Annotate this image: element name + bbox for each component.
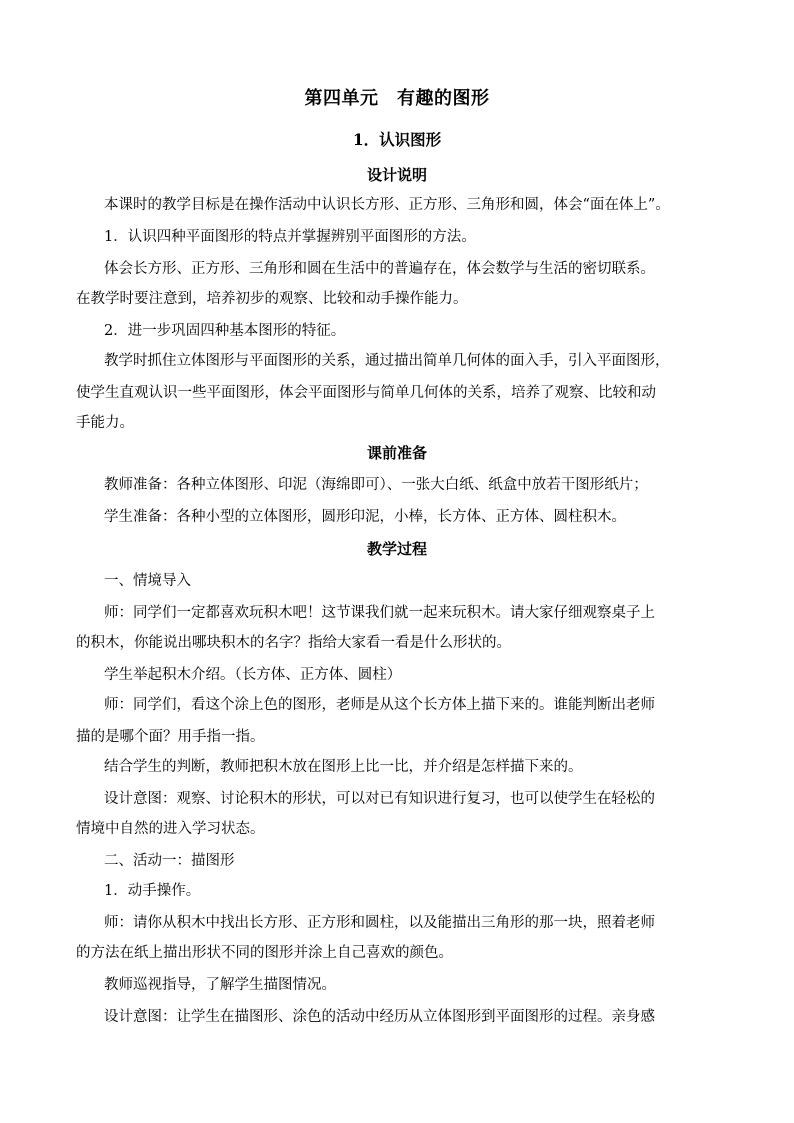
paragraph-line: 1．认识四种平面图形的特点并掌握辨别平面图形的方法。	[104, 229, 476, 245]
paragraph-line: 2．进一步巩固四种基本图形的特征。	[104, 323, 346, 339]
paragraph-line: 体会长方形、正方形、三角形和圆在生活中的普遍存在，体会数学与生活的密切联系。	[104, 261, 655, 277]
paragraph-line: 描的是哪个面？用手指一指。	[76, 729, 265, 745]
paragraph-line: 使学生直观认识一些平面图形，体会平面图形与简单几何体的关系，培养了观察、比较和动	[76, 385, 656, 401]
paragraph-line: 结合学生的判断，教师把积木放在图形上比一比，并介绍是怎样描下来的。	[104, 759, 583, 775]
paragraph-line: 1．动手操作。	[104, 883, 201, 899]
paragraph-line: 师：同学们，看这个涂上色的图形，老师是从这个长方体上描下来的。谁能判断出老师	[104, 697, 655, 713]
paragraph-line: 设计意图：让学生在描图形、涂色的活动中经历从立体图形到平面图形的过程。亲身感	[104, 1009, 655, 1025]
section-heading-design: 设计说明	[366, 166, 427, 184]
paragraph-line: 的方法在纸上描出形状不同的图形并涂上自己喜欢的颜色。	[76, 945, 453, 961]
paragraph-line: 本课时的教学目标是在操作活动中认识长方形、正方形、三角形和圆，体会“面在体上”。	[104, 197, 670, 213]
paragraph-line: 师：同学们一定都喜欢玩积木吧！这节课我们就一起来玩积木。请大家仔细观察桌子上	[104, 605, 655, 621]
paragraph-line: 设计意图：观察、讨论积木的形状，可以对已有知识进行复习，也可以使学生在轻松的	[104, 791, 655, 807]
paragraph-line: 学生举起积木介绍。（长方体、正方体、圆柱）	[104, 667, 402, 683]
paragraph-line: 师：请你从积木中找出长方形、正方形和圆柱，以及能描出三角形的那一块，照着老师	[104, 915, 655, 931]
paragraph-line: 情境中自然的进入学习状态。	[76, 821, 265, 837]
paragraph-line: 教学时抓住立体图形与平面图形的关系，通过描出简单几何体的面入手，引入平面图形，	[104, 353, 670, 369]
page-title: 第四单元 有趣的图形	[304, 88, 490, 109]
paragraph-line: 教师准备：各种立体图形、印泥（海绵即可）、一张大白纸、纸盒中放若干图形纸片；	[104, 477, 648, 493]
paragraph-line: 在教学时要注意到，培养初步的观察、比较和动手操作能力。	[76, 291, 468, 307]
paragraph-line: 二、活动一：描图形	[104, 853, 235, 869]
paragraph-line: 一、情境导入	[104, 573, 191, 589]
section-heading-process: 教学过程	[366, 540, 427, 558]
paragraph-line: 手能力。	[76, 415, 134, 431]
lesson-title: 1．认识图形	[352, 130, 442, 149]
section-heading-prep: 课前准备	[366, 444, 427, 462]
paragraph-line: 学生准备：各种小型的立体图形，圆形印泥，小棒，长方体、正方体、圆柱积木。	[104, 509, 626, 525]
paragraph-line: 的积木，你能说出哪块积木的名字？指给大家看一看是什么形状的。	[76, 635, 511, 651]
paragraph-line: 教师巡视指导，了解学生描图情况。	[104, 977, 336, 993]
